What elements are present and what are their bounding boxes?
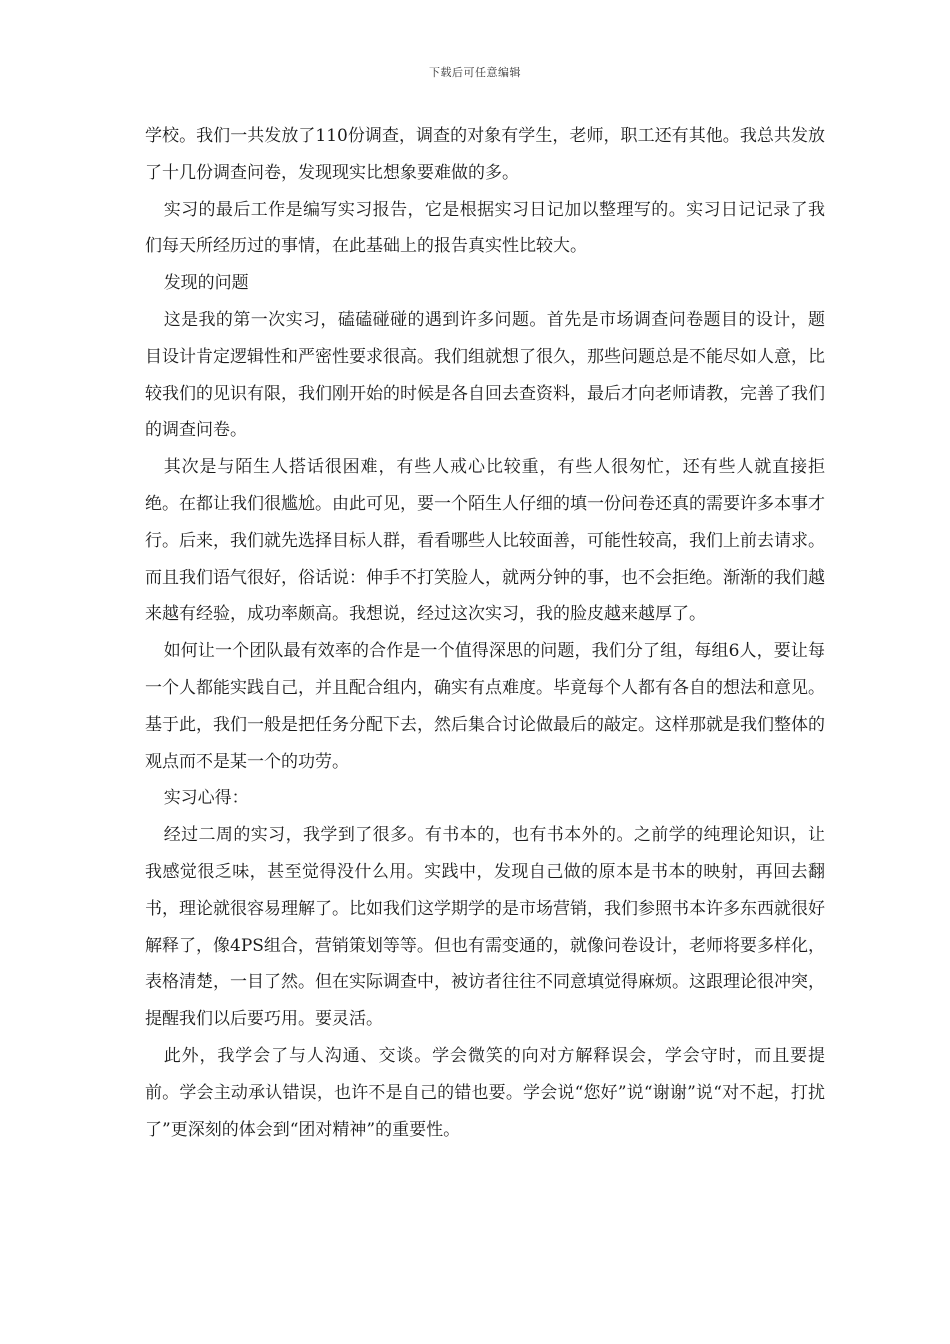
paragraph-teamwork: 如何让一个团队最有效率的合作是一个值得深思的问题，我们分了组，每组6人，要让每一个人都能实践自己，并且配合组内，确实有点难度。毕竟每个人都有各自的想法和意见。基于此，我们一般是把任务分配下去，然后集合讨论做最后的敲定。这样那就是我们整体的观点而不是某一个的功劳。 [145,641,825,772]
paragraph-communication: 此外，我学会了与人沟通、交谈。学会微笑的向对方解释误会，学会守时，而且要提前。学会主动承认错误，也许不是自己的错也要。学会说“您好”说“谢谢”说“对不起，打扰了”更深刻的体会到“团对精神”的重要性。 [145,1045,825,1140]
section-heading-insights: 实习心得： [163,788,249,809]
paragraph-report-writing: 实习的最后工作是编写实习报告，它是根据实习日记加以整理写的。实习日记记录了我们每天所经历过的事情，在此基础上的报告真实性比较大。 [145,199,825,257]
document-body [145,118,825,1148]
paragraph-first-internship: 这是我的第一次实习，磕磕碰碰的遇到许多问题。首先是市场调查问卷题目的设计，题目设计肯定逻辑性和严密性要求很高。我们组就想了很久，那些问题总是不能尽如人意，比较我们的见识有限，我们刚开始的时候是各自回去查资料，最后才向老师请教，完善了我们的调查问卷。 [145,309,825,441]
paragraph-strangers: 其次是与陌生人搭话很困难，有些人戒心比较重，有些人很匆忙，还有些人就直接拒绝。在都让我们很尴尬。由此可见，要一个陌生人仔细的填一份问卷还真的需要许多本事才行。后来，我们就先选择目标人群，看看哪些人比较面善，可能性较高，我们上前去请求。而且我们语气很好，俗话说：伸手不打笑脸人，就两分钟的事，也不会拒绝。渐渐的我们越来越有经验，成功率颇高。我想说，经过这次实习，我的脸皮越来越厚了。 [145,457,825,625]
paragraph-survey-distribution: 学校。我们一共发放了110份调查，调查的对象有学生，老师，职工还有其他。我总共发放了十几份调查问卷，发现现实比想象要难做的多。 [145,126,825,183]
paragraph-learning: 经过二周的实习，我学到了很多。有书本的，也有书本外的。之前学的纯理论知识，让我感觉很乏味，甚至觉得没什么用。实践中，发现自己做的原本是书本的映射，再回去翻书，理论就很容易理解了。比如我们这学期学的是市场营销，我们参照书本许多东西就很好解释了，像4PS组合，营销策划等等。但也有需变通的，就像问卷设计，老师将要多样化，表格清楚，一目了然。但在实际调查中，被访者往往不同意填觉得麻烦。这跟理论很冲突，提醒我们以后要巧用。要灵活。 [145,825,825,1030]
section-heading-problems: 发现的问题 [163,273,249,294]
page-header: 下载后可任意编辑 [429,66,521,79]
